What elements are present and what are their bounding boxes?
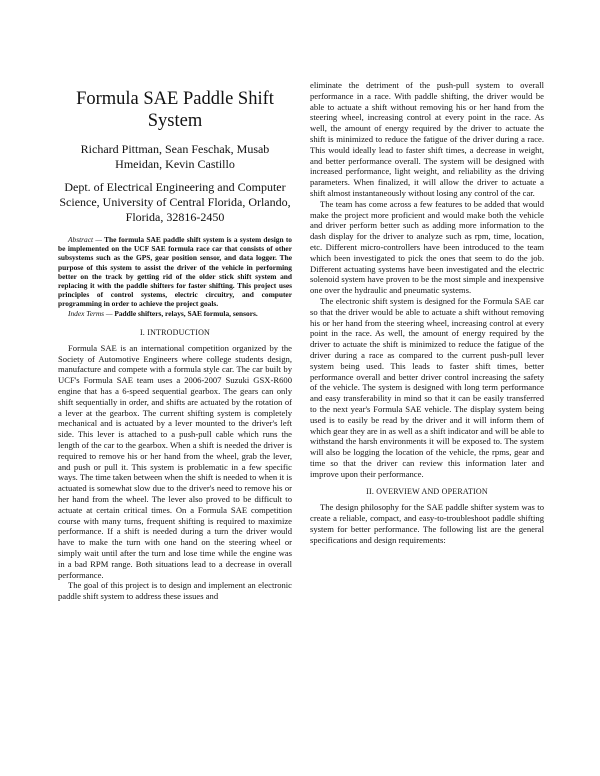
index-terms-label: Index Terms — <box>68 308 113 318</box>
paragraph: The team has come across a few features to be added that would make the project more proficient and would make both the vehicle and driver perform better such as adding more information to the dash display for the driver to analyze such as rpm, time, location, etc. Different micro-controllers have been introduced to the team which been investigated to pick the ones that seem to do the job. Different actuating systems have been investigated and the electric solenoid system have proven to be the most simple and inexpensive one over the hydraulic and pneumatic systems. <box>310 198 544 296</box>
abstract-text: The formula SAE paddle shift system is a system design to be implemented on the UCF SAE formula race car that consists of other subsystems such as the GPS, gear position sensor, and data logger. The purpose of this system to assist the driver of the vehicle in performing better on the track by getting rid of the older stick shift system and replacing it with the paddle shifters for faster shifting. This project uses principles of control systems, electric circuitry, and computer programming in order to achieve the project goals. <box>58 235 292 309</box>
section-heading-introduction: I. INTRODUCTION <box>139 327 211 337</box>
right-column <box>310 80 544 546</box>
paragraph: The goal of this project is to design and implement an electronic paddle shift system to address these issues and <box>58 580 292 602</box>
paper-authors: Richard Pittman, Sean Feschak, Musab Hmeidan, Kevin Castillo <box>80 142 270 171</box>
paragraph: The electronic shift system is designed for the Formula SAE car so that the driver would be able to actuate a shift without removing his or her hand from the steering wheel, increasing control at every point in the race. As well, the amount of energy required by the driver to actuate the shift is minimized to reduce the fatigue of the driver during a race as compared to the current push-pull lever system being used. This leads to faster shift times, better performance overall and better driver control increasing the safety of the vehicle. The system is designed with long term performance and easy transferability in mind so that it can be easily transferred to the next year's Formula SAE vehicle. The display system being used is to easily be read by the driver and it will inform them of which gear they are in as well as a shift indicator and will be able to withstand the harsh environments it will be exposed to. The system will also be logging the location of the vehicle, the rpms, gear and time so that the driver can review this information later and improve upon their performance. <box>310 295 544 479</box>
index-terms <box>58 309 292 318</box>
paragraph: Formula SAE is an international competition organized by the Society of Automotive Engineers where college students design, manufacture and compete with a formula style car. The car built by UCF's Formula SAE team uses a 2006-2007 Suzuki GSX-R600 engine that has a 6-speed sequential gearbox. The gears can only shift sequentially in order, and shifts are actuated by the rotation of a lever at the gearbox. The current shifting system is completely mechanical and is actuated by a lever mounted to the driver's left side. This lever is attached to a push-pull cable which runs the length of the car to the gearbox. When a shift is needed the driver is required to remove his or her hand from the wheel, grab the lever, and push or pull it. This system is problematic in a few specific ways. The time taken between when the shift is needed to when it is actuated is somewhat slow due to the driver's need to remove his or her hand from the wheel. The lever also proved to be difficult to actuate at certain critical times. On a Formula SAE competition course with many turns, frequent shifting is required to maximize performance. If a shift is needed during a turn the driver would have to make the turn with one hand on the steering wheel or simply wait until after the turn and lose time while the engine was in a bad RPM range. Both situations lead to a decrease in overall performance. <box>58 342 292 580</box>
paper-affiliation: Dept. of Electrical Engineering and Computer Science, University of Central Florida, Orlando, Florida, 32816-2450 <box>59 180 291 224</box>
left-column <box>58 78 292 602</box>
index-terms-text: Paddle shifters, relays, SAE formula, sensors. <box>114 308 258 318</box>
abstract <box>58 235 292 309</box>
paragraph: eliminate the detriment of the push-pull system to overall performance in a race. With paddle shifting, the driver would be able to actuate a shift without removing his or her hand from the steering wheel, increasing control at every point in the race. As well, the amount of energy required by the driver to actuate the shift is minimized to reduce the fatigue of the driver during a race. This would ideally lead to faster shift times, a decrease in weight, and better performance overall. The system will be designed with increased performance, light weight, and reliability as the driving parameters. When finalized, it will allow the driver to actuate a shift almost instantaneously without losing any control of the car. <box>310 80 544 198</box>
paper-title: Formula SAE Paddle Shift System <box>76 89 274 131</box>
abstract-label: Abstract — <box>68 235 102 244</box>
paragraph: The design philosophy for the SAE paddle shifter system was to create a reliable, compact, and easy-to-troubleshoot paddle shifting system for better performance. The following list are the general specifications and design requirements: <box>310 502 544 545</box>
section-heading-overview: II. OVERVIEW AND OPERATION <box>366 487 488 497</box>
